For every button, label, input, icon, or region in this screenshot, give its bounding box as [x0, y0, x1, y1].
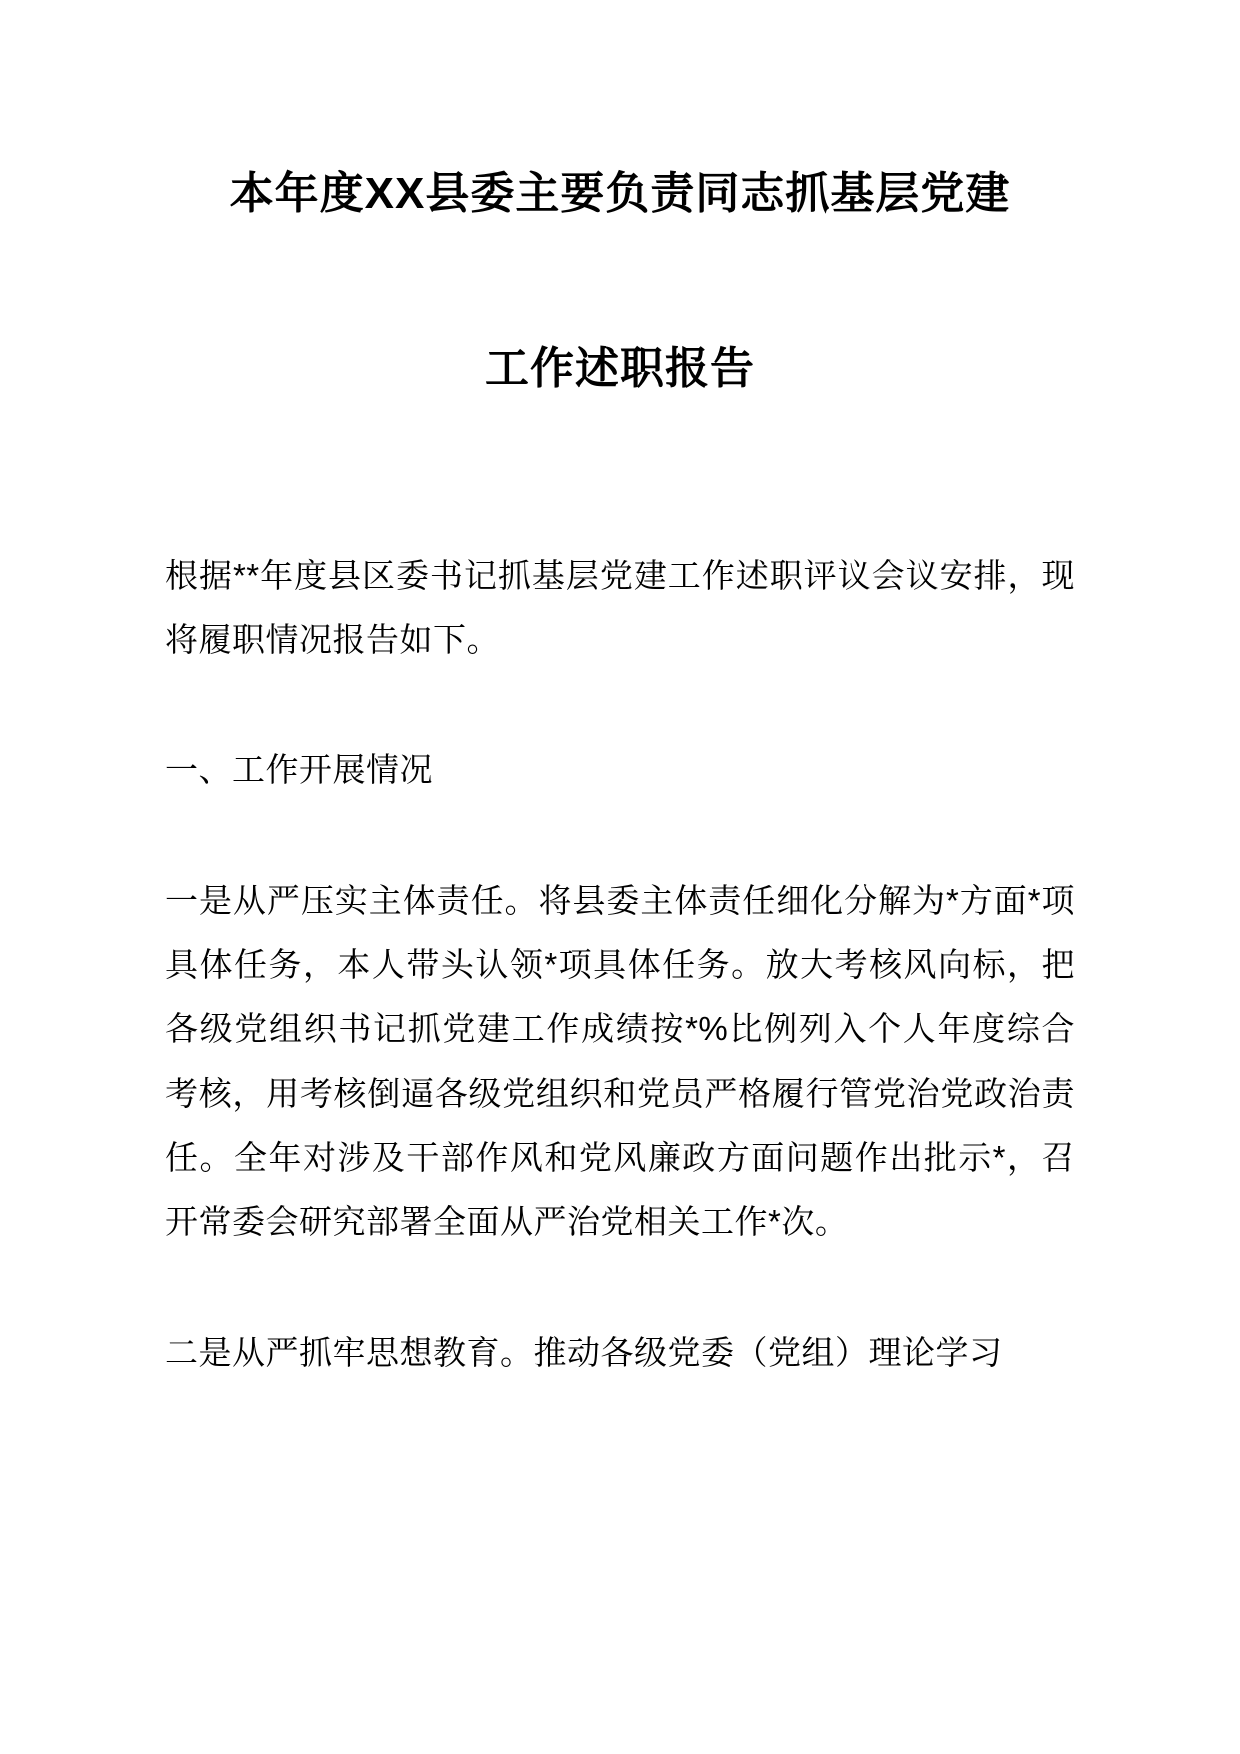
document-title-line1: 本年度XX县委主要负责同志抓基层党建: [229, 169, 1011, 218]
paragraph-first-point: 一是从严压实主体责任。将县委主体责任细化分解为*方面*项具体任务，本人带头认领*项具体任务。放大考核风向标，把各级党组织书记抓党建工作成绩按*%比例列入个人年度综合考核，用考核倒逼各级党组织和党员严格履行管党治党政治责任。全年对涉及干部作风和党风廉政方面问题作出批示*，召开常委会研究部署全面从严治党相关工作*次。: [165, 881, 1075, 1241]
document-title-line2: 工作述职报告: [485, 343, 755, 393]
paragraph-second-point: 二是从严抓牢思想教育。推动各级党委（党组）理论学习: [165, 1333, 1003, 1371]
intro-paragraph: 根据**年度县区委书记抓基层党建工作述职评议会议安排，现将履职情况报告如下。: [165, 556, 1075, 658]
document-body: [165, 544, 1075, 1385]
section-heading: 一、工作开展情况: [165, 751, 433, 789]
